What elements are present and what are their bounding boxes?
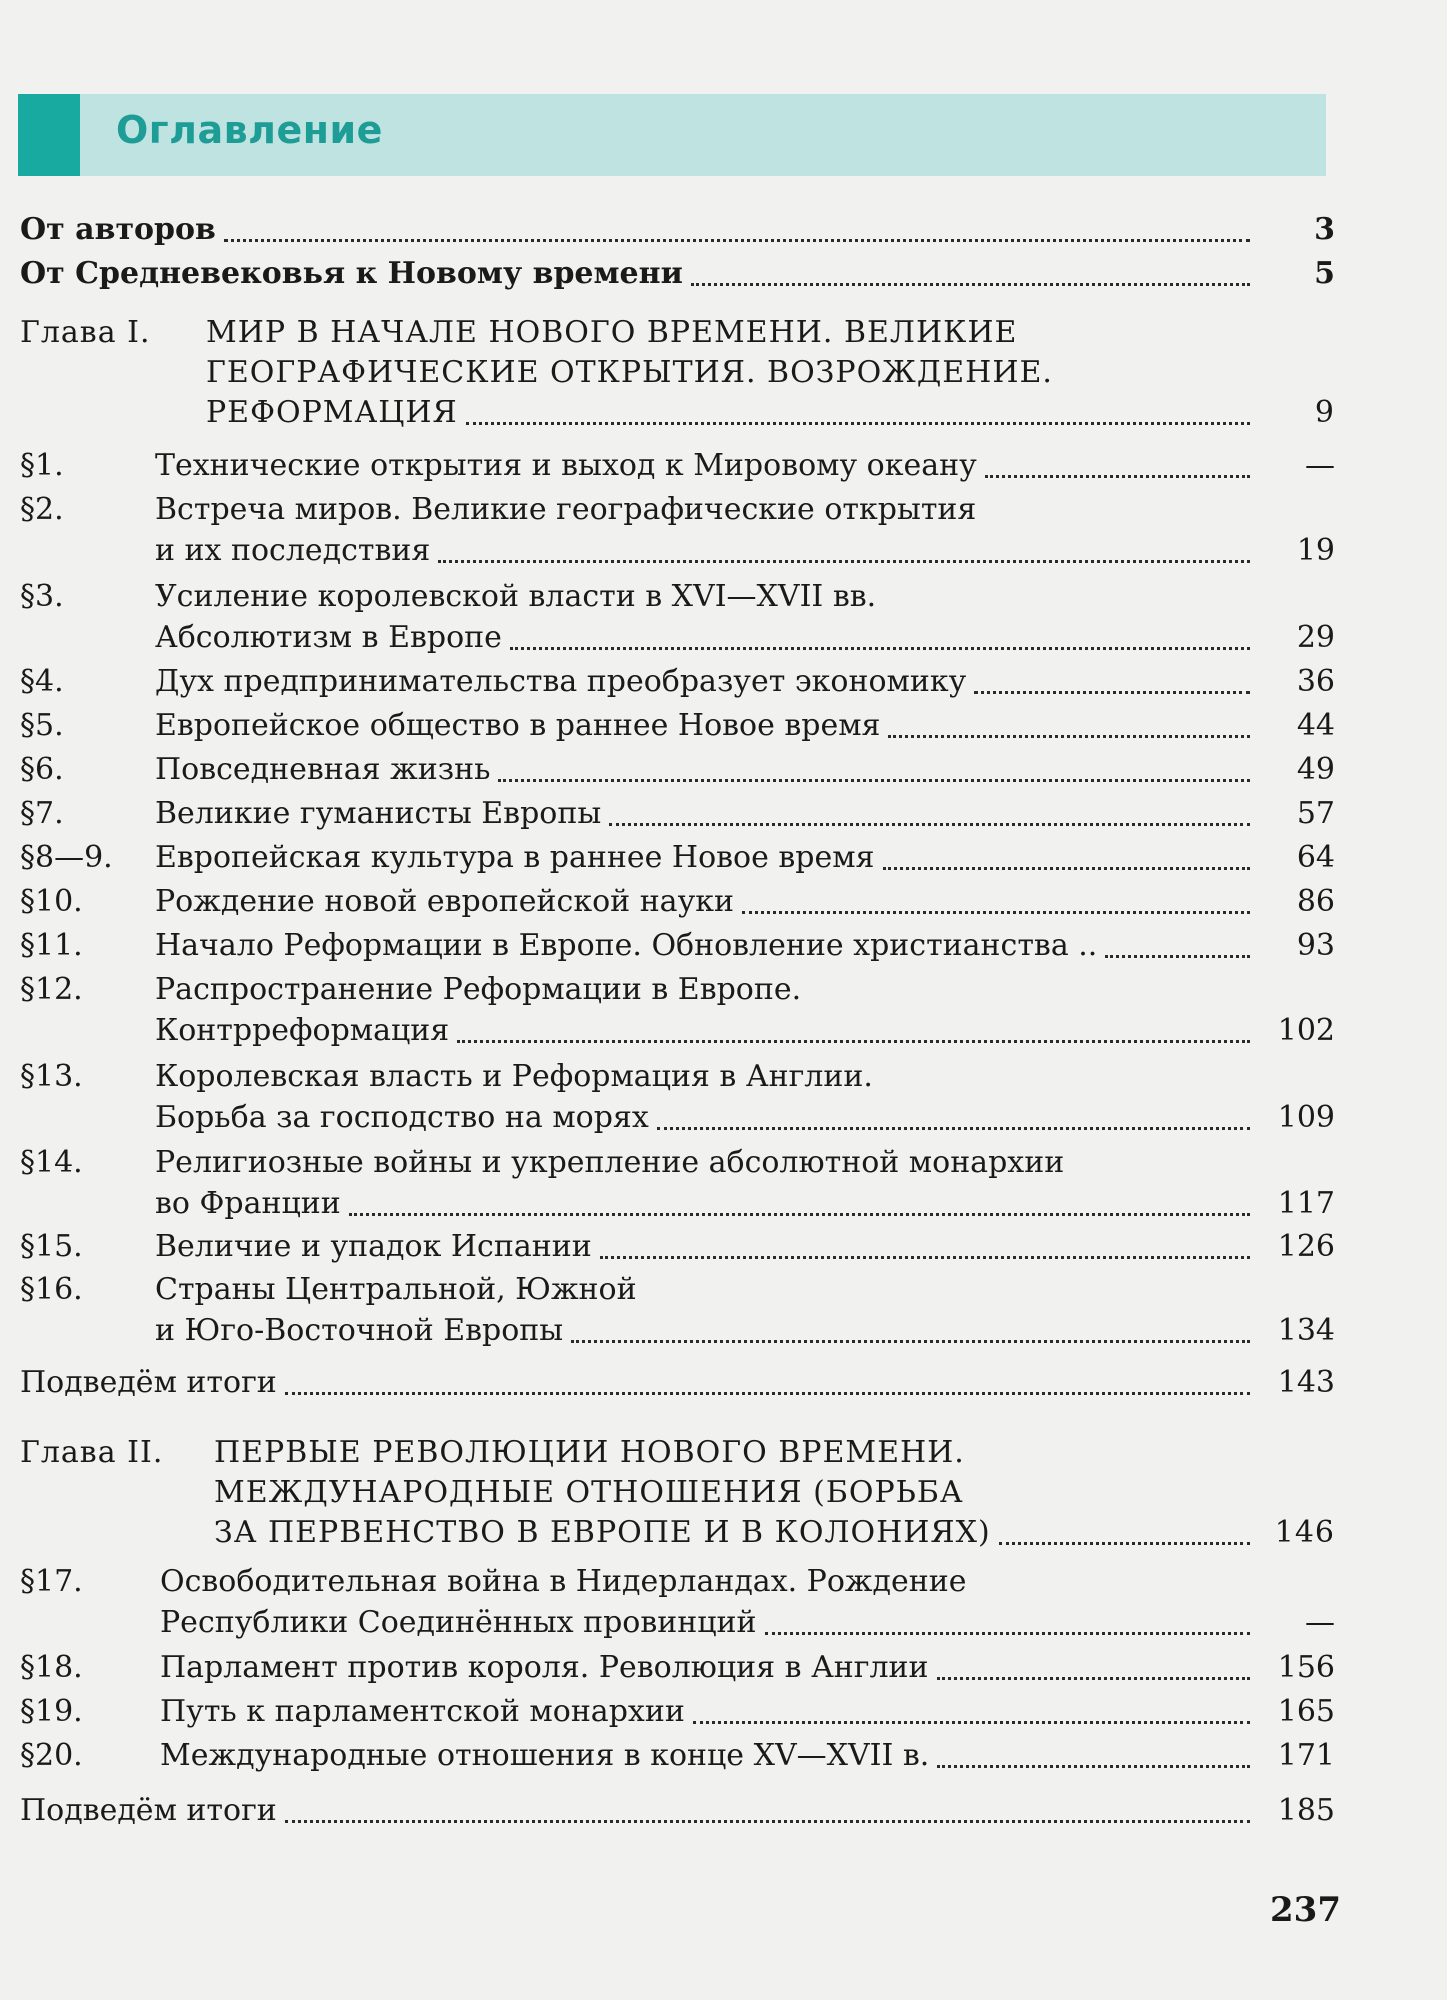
entry-title: Европейская культура в раннее Новое время <box>155 840 875 875</box>
entry-page: 49 <box>1296 752 1335 787</box>
entry-title: Парламент против короля. Революция в Англии <box>160 1650 929 1685</box>
entry-page: 19 <box>1296 533 1335 568</box>
entry-page: 57 <box>1296 796 1335 831</box>
dot-leader <box>457 1040 1250 1043</box>
dot-leader <box>609 823 1250 826</box>
entry-page: 143 <box>1277 1365 1335 1400</box>
entry-title: Освободительная война в Нидерландах. Рождение <box>160 1564 967 1599</box>
dot-leader <box>438 560 1250 563</box>
entry-page: 3 <box>1314 212 1335 247</box>
entry-title: во Франции <box>155 1186 341 1221</box>
entry-title: Встреча миров. Великие географические открытия <box>155 492 977 527</box>
section-number: §1. <box>20 448 64 483</box>
dot-leader <box>883 867 1250 870</box>
dot-leader <box>974 691 1250 694</box>
entry-title: Борьба за господство на морях <box>155 1100 649 1135</box>
dot-leader <box>937 1677 1250 1680</box>
entry-title: Усиление королевской власти в XVI—XVII вв. <box>155 579 877 614</box>
dot-leader <box>691 283 1250 286</box>
section-number: §2. <box>20 492 64 527</box>
section-number: Глава I. <box>20 315 151 350</box>
entry-page: 64 <box>1296 840 1335 875</box>
dot-leader <box>224 239 1250 242</box>
dot-leader <box>765 1632 1250 1635</box>
entry-title: Распространение Реформации в Европе. <box>155 972 802 1007</box>
entry-page: 156 <box>1277 1650 1335 1685</box>
dot-leader <box>1105 955 1250 958</box>
page-number: 237 <box>1270 1890 1341 1930</box>
entry-title: От авторов <box>20 212 216 247</box>
entry-page: 102 <box>1277 1013 1335 1048</box>
entry-page: 117 <box>1277 1186 1335 1221</box>
section-number: §6. <box>20 752 64 787</box>
section-number: §5. <box>20 708 64 743</box>
dot-leader <box>498 779 1250 782</box>
entry-title: Величие и упадок Испании <box>155 1229 592 1264</box>
section-number: §16. <box>20 1272 83 1307</box>
entry-title: МЕЖДУНАРОДНЫЕ ОТНОШЕНИЯ (БОРЬБА <box>214 1475 964 1510</box>
entry-page: 134 <box>1277 1313 1335 1348</box>
entry-page: 185 <box>1277 1793 1335 1828</box>
entry-page: 86 <box>1296 884 1335 919</box>
entry-title: Страны Центральной, Южной <box>155 1272 637 1307</box>
entry-page: 126 <box>1277 1229 1335 1264</box>
entry-title: ЗА ПЕРВЕНСТВО В ЕВРОПЕ И В КОЛОНИЯХ) <box>214 1515 991 1550</box>
entry-title: Рождение новой европейской науки <box>155 884 734 919</box>
section-number: §10. <box>20 884 83 919</box>
entry-title: Путь к парламентской монархии <box>160 1694 685 1729</box>
section-number: §14. <box>20 1145 83 1180</box>
dot-leader <box>985 475 1250 478</box>
entry-page: 171 <box>1277 1738 1335 1773</box>
dot-leader <box>510 647 1250 650</box>
dot-leader <box>693 1721 1250 1724</box>
entry-title: и Юго-Восточной Европы <box>155 1313 564 1348</box>
entry-title: Религиозные войны и укрепление абсолютной монархии <box>155 1145 1065 1180</box>
section-number: §4. <box>20 664 64 699</box>
section-number: §17. <box>20 1564 83 1599</box>
page-title: Оглавление <box>116 108 383 152</box>
entry-title: Абсолютизм в Европе <box>155 620 502 655</box>
section-number: §15. <box>20 1229 83 1264</box>
dot-leader <box>600 1256 1250 1259</box>
entry-page: 44 <box>1296 708 1335 743</box>
entry-title: Подведём итоги <box>20 1365 277 1400</box>
entry-title: и их последствия <box>155 533 431 568</box>
entry-title: Республики Соединённых провинций <box>160 1605 757 1640</box>
section-number: §11. <box>20 928 83 963</box>
entry-page: 5 <box>1314 256 1335 291</box>
entry-page: — <box>1305 1605 1335 1640</box>
entry-title: Королевская власть и Реформация в Англии. <box>155 1059 873 1094</box>
dot-leader <box>285 1820 1250 1823</box>
header-accent-strip <box>18 94 80 176</box>
section-number: §8—9. <box>20 840 113 875</box>
dot-leader <box>349 1213 1250 1216</box>
section-number: §3. <box>20 579 64 614</box>
entry-title: Дух предпринимательства преобразует экономику <box>155 664 967 699</box>
dot-leader <box>742 911 1250 914</box>
dot-leader <box>466 422 1250 425</box>
entry-title: МИР В НАЧАЛЕ НОВОГО ВРЕМЕНИ. ВЕЛИКИЕ <box>206 315 1018 350</box>
entry-page: 93 <box>1296 928 1335 963</box>
entry-title: Великие гуманисты Европы <box>155 796 602 831</box>
dot-leader <box>285 1392 1250 1395</box>
dot-leader <box>888 735 1250 738</box>
section-number: §18. <box>20 1650 83 1685</box>
entry-title: ПЕРВЫЕ РЕВОЛЮЦИИ НОВОГО ВРЕМЕНИ. <box>214 1435 965 1470</box>
entry-title: РЕФОРМАЦИЯ <box>206 395 458 430</box>
section-number: §7. <box>20 796 64 831</box>
section-number: §12. <box>20 972 83 1007</box>
entry-title: Контрреформация <box>155 1013 450 1048</box>
dot-leader <box>999 1542 1250 1545</box>
entry-title: Начало Реформации в Европе. Обновление христианства .. <box>155 928 1098 963</box>
section-number: §19. <box>20 1694 83 1729</box>
entry-page: 29 <box>1296 620 1335 655</box>
entry-title: Международные отношения в конце XV—XVII в. <box>160 1738 930 1773</box>
entry-title: Подведём итоги <box>20 1793 277 1828</box>
section-number: §13. <box>20 1059 83 1094</box>
entry-title: От Средневековья к Новому времени <box>20 256 683 291</box>
entry-page: 165 <box>1277 1694 1335 1729</box>
section-number: Глава II. <box>20 1435 164 1470</box>
entry-title: ГЕОГРАФИЧЕСКИЕ ОТКРЫТИЯ. ВОЗРОЖДЕНИЕ. <box>206 355 1053 390</box>
section-number: §20. <box>20 1738 83 1773</box>
entry-page: — <box>1305 448 1335 483</box>
dot-leader <box>937 1765 1250 1768</box>
entry-page: 146 <box>1274 1515 1335 1550</box>
dot-leader <box>571 1340 1250 1343</box>
entry-title: Европейское общество в раннее Новое время <box>155 708 881 743</box>
entry-title: Повседневная жизнь <box>155 752 491 787</box>
entry-page: 109 <box>1277 1100 1335 1135</box>
entry-title: Технические открытия и выход к Мировому океану <box>155 448 977 483</box>
entry-page: 9 <box>1314 395 1335 430</box>
dot-leader <box>657 1127 1250 1130</box>
entry-page: 36 <box>1296 664 1335 699</box>
